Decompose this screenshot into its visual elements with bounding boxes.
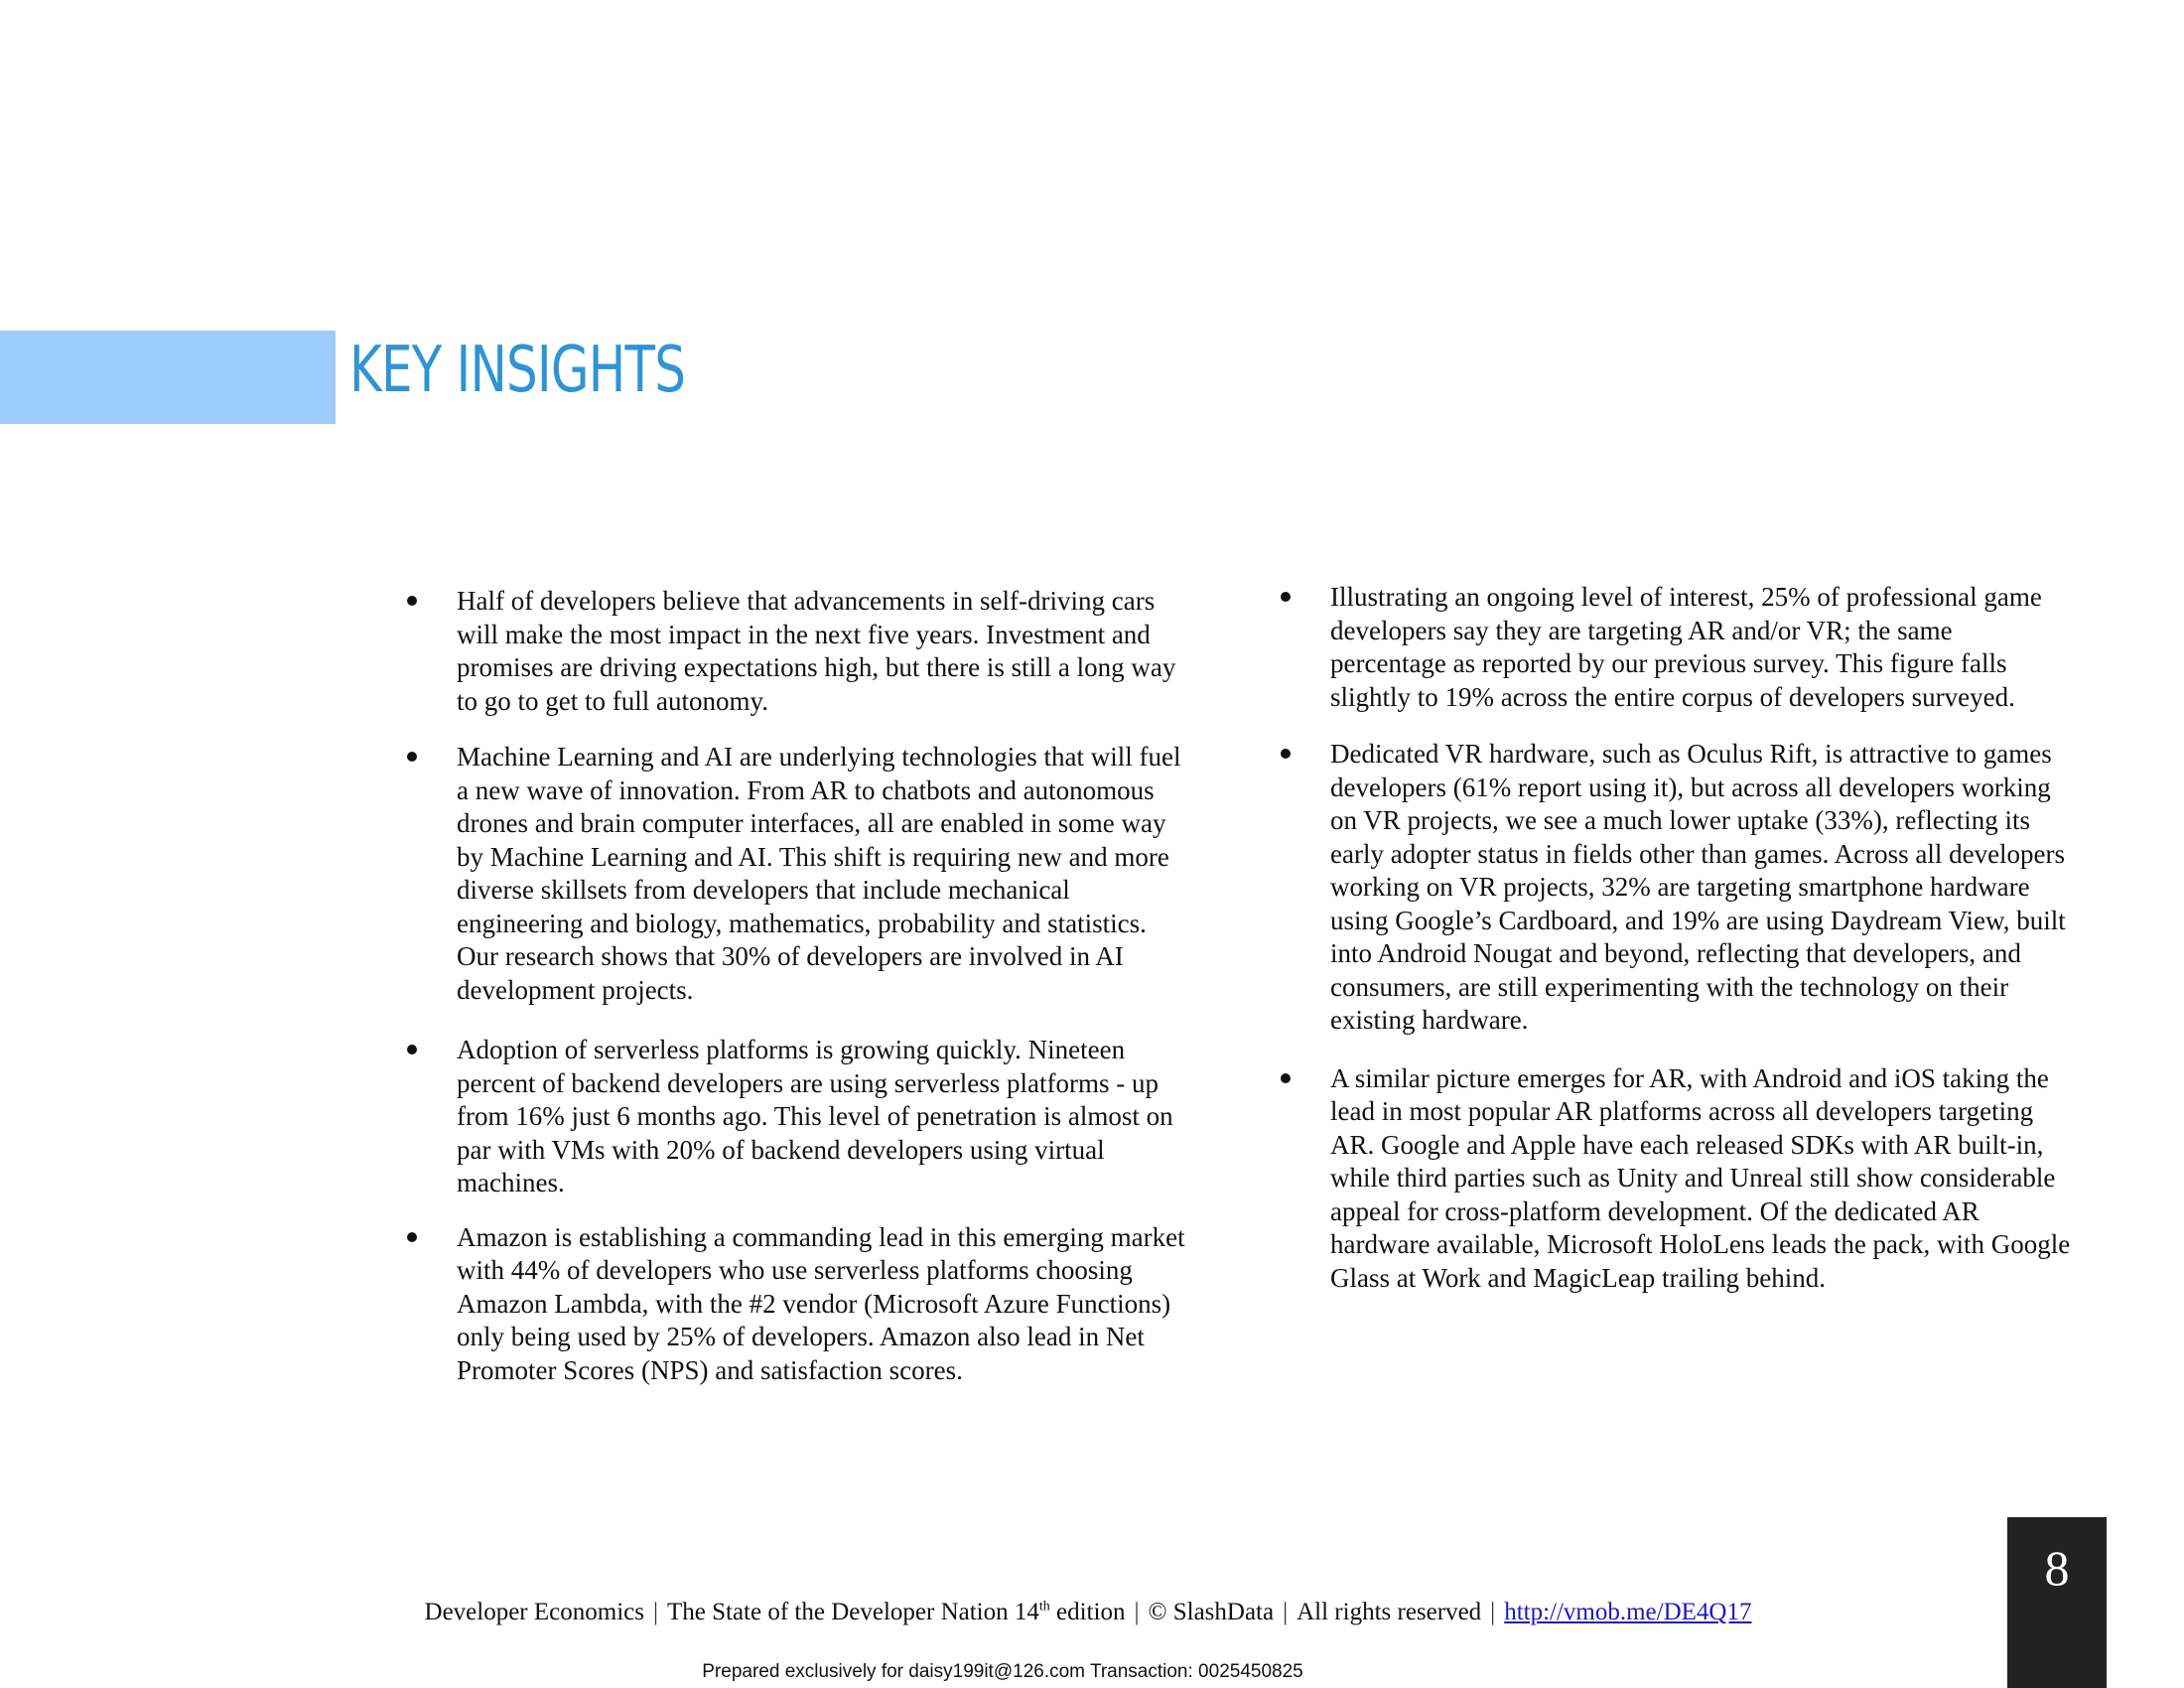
footer-edition bbox=[667, 1599, 1125, 1625]
right-insights-list bbox=[1281, 581, 2075, 1319]
page-number: 8 bbox=[2044, 1540, 2070, 1596]
prepared-for-notice bbox=[0, 1661, 2184, 1683]
list-item: Machine Learning and AI are underlying technologies that will fuel a new wave of innovation. From AR to chatbots and autonomous drones and brain computer interfaces, all are enabled in some way by Machine Learning and AI. This shift is requiring new and more diverse skillsets from developers that include mechanical engineering and biology, mathematics, probability and statistics. Our research shows that 30% of developers are involved in AI development projects. bbox=[407, 741, 1191, 1007]
footer-separator: | bbox=[1490, 1599, 1496, 1625]
footer-separator: | bbox=[1134, 1599, 1140, 1625]
footer-separator: | bbox=[652, 1599, 658, 1625]
footer-edition-prefix: The State of the Developer Nation 14 bbox=[666, 1599, 1039, 1625]
list-item: Half of developers believe that advancements in self-driving cars will make the most impact in the next five years. Investment and promises are driving expectations high, but there is still a long way to go to get to full autonomy. bbox=[407, 585, 1191, 718]
footer-edition-suffix: edition bbox=[1049, 1599, 1126, 1625]
footer-rights: All rights reserved bbox=[1297, 1599, 1482, 1625]
list-item: Adoption of serverless platforms is growing quickly. Nineteen percent of backend developers are using serverless platforms - up from 16% just 6 months ago. This level of penetration is almost on par with VMs with 20% of backend developers using virtual machines. bbox=[407, 1034, 1191, 1200]
list-item: Illustrating an ongoing level of interest, 25% of professional game developers say they are targeting AR and/or VR; the same percentage as reported by our previous survey. This figure falls slightly to 19% across the entire corpus of developers surveyed. bbox=[1281, 581, 2075, 714]
list-item: Dedicated VR hardware, such as Oculus Rift, is attractive to games developers (61% report using it), but across all developers working on VR projects, we see a much lower uptake (33%), reflecting its early adopter status in fields other than games. Across all developers working on VR projects, 32% are targeting smartphone hardware using Google’s Cardboard, and 19% are using Daydream View, built into Android Nougat and beyond, reflecting that developers, and consumers, are still experimenting with the technology on their existing hardware. bbox=[1281, 738, 2075, 1038]
footer-link[interactable]: http://vmob.me/DE4Q17 bbox=[1504, 1599, 1752, 1625]
footer-separator: | bbox=[1283, 1599, 1289, 1625]
footer-copyright: © SlashData bbox=[1148, 1599, 1275, 1625]
list-item: Amazon is establishing a commanding lead in this emerging market with 44% of developers who use serverless platforms choosing Amazon Lambda, with the #2 vendor (Microsoft Azure Functions) only being used by 25% of developers. Amazon also lead in Net Promoter Scores (NPS) and satisfaction scores. bbox=[407, 1221, 1191, 1388]
list-item: A similar picture emerges for AR, with Android and iOS taking the lead in most popular AR platforms across all developers targeting AR. Google and Apple have each released SDKs with AR built-in, while third parties such as Unity and Unreal still show considerable appeal for cross-platform development. Of the dedicated AR hardware available, Microsoft HoloLens leads the pack, with Google Glass at Work and MagicLeap trailing behind. bbox=[1281, 1062, 2075, 1296]
footer-publication: Developer Economics bbox=[424, 1599, 644, 1625]
footer-edition-sup: th bbox=[1038, 1599, 1050, 1615]
prepared-text: Prepared exclusively for daisy199it@126.com Transaction: 0025450825 bbox=[702, 1661, 1303, 1682]
title-accent-bar bbox=[0, 331, 336, 424]
left-insights-list bbox=[407, 585, 1191, 1408]
page-title: KEY INSIGHTS bbox=[349, 334, 686, 407]
page-number-box bbox=[2007, 1517, 2107, 1688]
page-footer bbox=[0, 1599, 2184, 1626]
